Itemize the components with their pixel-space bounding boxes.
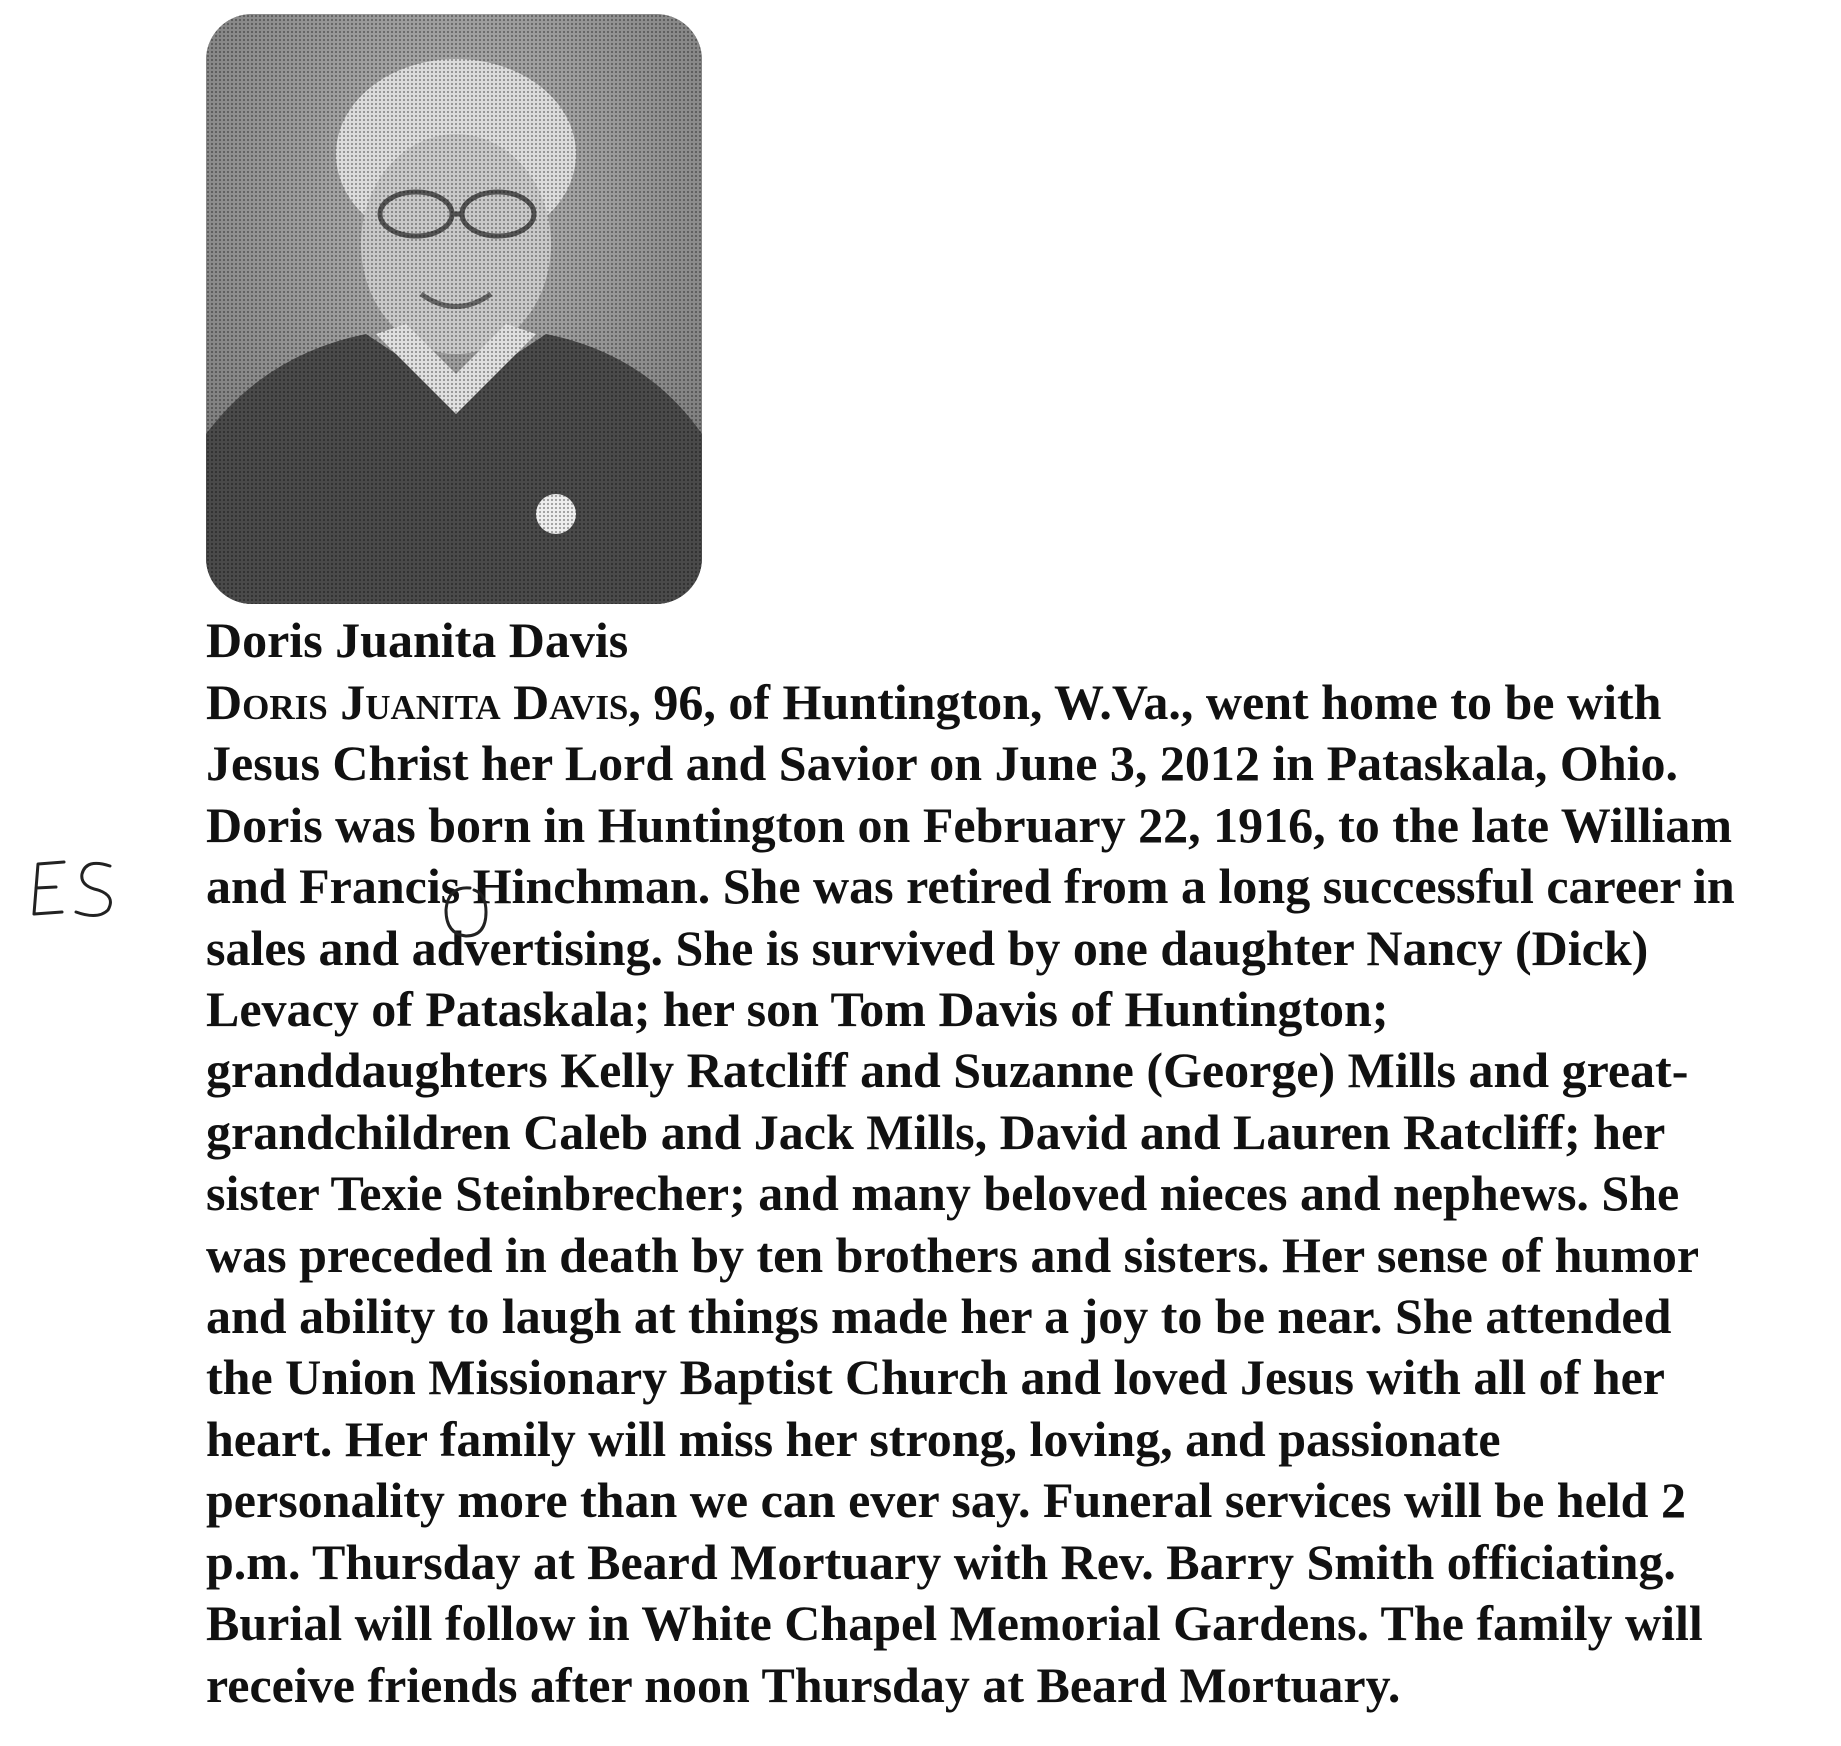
obituary-line: receive friends after noon Thursday at Beard Mortuary. bbox=[206, 1656, 1401, 1713]
deceased-name-caps: Doris Juanita Davis bbox=[206, 674, 629, 730]
obituary-line: was preceded in death by ten brothers and sisters. Her sense of humor bbox=[206, 1226, 1700, 1283]
obituary-line: Doris was born in Huntington on February 22, 1916, to the late William bbox=[206, 796, 1733, 853]
obituary-line: sister Texie Steinbrecher; and many beloved nieces and nephews. She bbox=[206, 1165, 1680, 1222]
obituary-body bbox=[206, 672, 1841, 1716]
obituary-line: grandchildren Caleb and Jack Mills, David and Lauren Ratcliff; her bbox=[206, 1103, 1666, 1160]
obituary-line: and Francis Hinchman. She was retired from a long successful career in bbox=[206, 858, 1735, 915]
obituary-heading: Doris Juanita Davis bbox=[206, 612, 629, 668]
obituary-line: heart. Her family will miss her strong, loving, and passionate bbox=[206, 1410, 1501, 1467]
obituary-line: sales and advertising. She is survived by one daughter Nancy (Dick) bbox=[206, 919, 1649, 976]
handwritten-margin-note bbox=[26, 852, 126, 922]
obituary-line: Burial will follow in White Chapel Memorial Gardens. The family will bbox=[206, 1595, 1703, 1652]
obituary-line: granddaughters Kelly Ratcliff and Suzanne (George) Mills and great- bbox=[206, 1042, 1689, 1099]
obituary-line: Levacy of Pataskala; her son Tom Davis of Huntington; bbox=[206, 981, 1389, 1038]
obituary-line: p.m. Thursday at Beard Mortuary with Rev. Barry Smith officiating. bbox=[206, 1533, 1676, 1590]
obituary-line: the Union Missionary Baptist Church and loved Jesus with all of her bbox=[206, 1349, 1665, 1406]
obituary-line: Doris Juanita Davis, 96, of Huntington, W.Va., went home to be with bbox=[206, 674, 1662, 730]
obituary-line: and ability to laugh at things made her a joy to be near. She attended bbox=[206, 1288, 1672, 1345]
obituary-line: personality more than we can ever say. Funeral services will be held 2 bbox=[206, 1472, 1686, 1529]
portrait-photo bbox=[206, 14, 702, 604]
handwritten-circle-mark bbox=[440, 882, 490, 940]
obituary-line: Jesus Christ her Lord and Savior on June 3, 2012 in Pataskala, Ohio. bbox=[206, 735, 1679, 792]
